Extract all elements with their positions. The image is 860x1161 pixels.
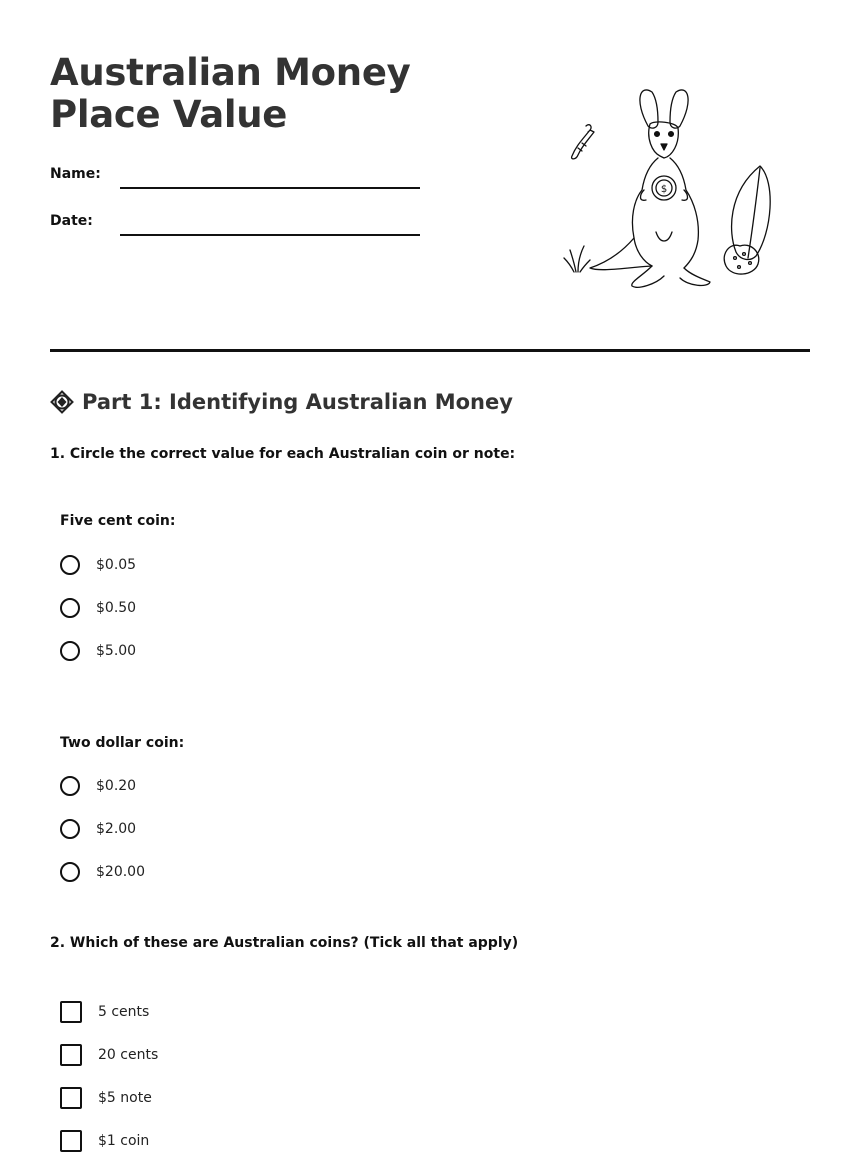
two-dollar-option-3[interactable] (60, 860, 145, 884)
date-label: Date: (50, 213, 93, 229)
option-label: $0.20 (96, 778, 137, 794)
radio-circle[interactable] (60, 862, 80, 882)
option-label: $20.00 (96, 864, 145, 880)
two-dollar-option-2[interactable] (60, 817, 136, 841)
option-label: $1 coin (98, 1133, 150, 1149)
badge-icon (50, 390, 74, 414)
option-label: 20 cents (98, 1047, 159, 1063)
two-dollar-option-1[interactable] (60, 774, 136, 798)
kangaroo-holding-coin-icon (560, 82, 785, 297)
question-1-prompt: 1. Circle the correct value for each Australian coin or note: (50, 446, 516, 462)
checkbox[interactable] (60, 1130, 82, 1152)
option-label: $0.50 (96, 600, 137, 616)
five-cent-label: Five cent coin: (60, 513, 176, 529)
option-label: $5 note (98, 1090, 152, 1106)
checkbox[interactable] (60, 1001, 82, 1023)
checkbox[interactable] (60, 1087, 82, 1109)
coin-option-1-coin[interactable] (60, 1129, 149, 1153)
five-cent-option-1[interactable] (60, 553, 136, 577)
section-divider (50, 349, 810, 352)
two-dollar-label: Two dollar coin: (60, 735, 185, 751)
radio-circle[interactable] (60, 598, 80, 618)
option-label: $0.05 (96, 557, 137, 573)
name-field[interactable] (120, 187, 420, 189)
option-label: 5 cents (98, 1004, 150, 1020)
worksheet-title: Australian Money Place Value (50, 51, 411, 136)
question-2-prompt: 2. Which of these are Australian coins? (Tick all that apply) (50, 935, 519, 951)
five-cent-option-3[interactable] (60, 639, 136, 663)
option-label: $5.00 (96, 643, 137, 659)
coin-option-5-note[interactable] (60, 1086, 152, 1110)
part-1-heading-text: Part 1: Identifying Australian Money (82, 390, 513, 414)
radio-circle[interactable] (60, 776, 80, 796)
five-cent-option-2[interactable] (60, 596, 136, 620)
svg-text:$: $ (660, 184, 668, 195)
radio-circle[interactable] (60, 555, 80, 575)
coin-option-5-cents[interactable] (60, 1000, 149, 1024)
coin-option-20-cents[interactable] (60, 1043, 158, 1067)
radio-circle[interactable] (60, 641, 80, 661)
option-label: $2.00 (96, 821, 137, 837)
date-field[interactable] (120, 234, 420, 236)
checkbox[interactable] (60, 1044, 82, 1066)
part-1-heading (50, 390, 513, 414)
radio-circle[interactable] (60, 819, 80, 839)
name-label: Name: (50, 166, 101, 182)
